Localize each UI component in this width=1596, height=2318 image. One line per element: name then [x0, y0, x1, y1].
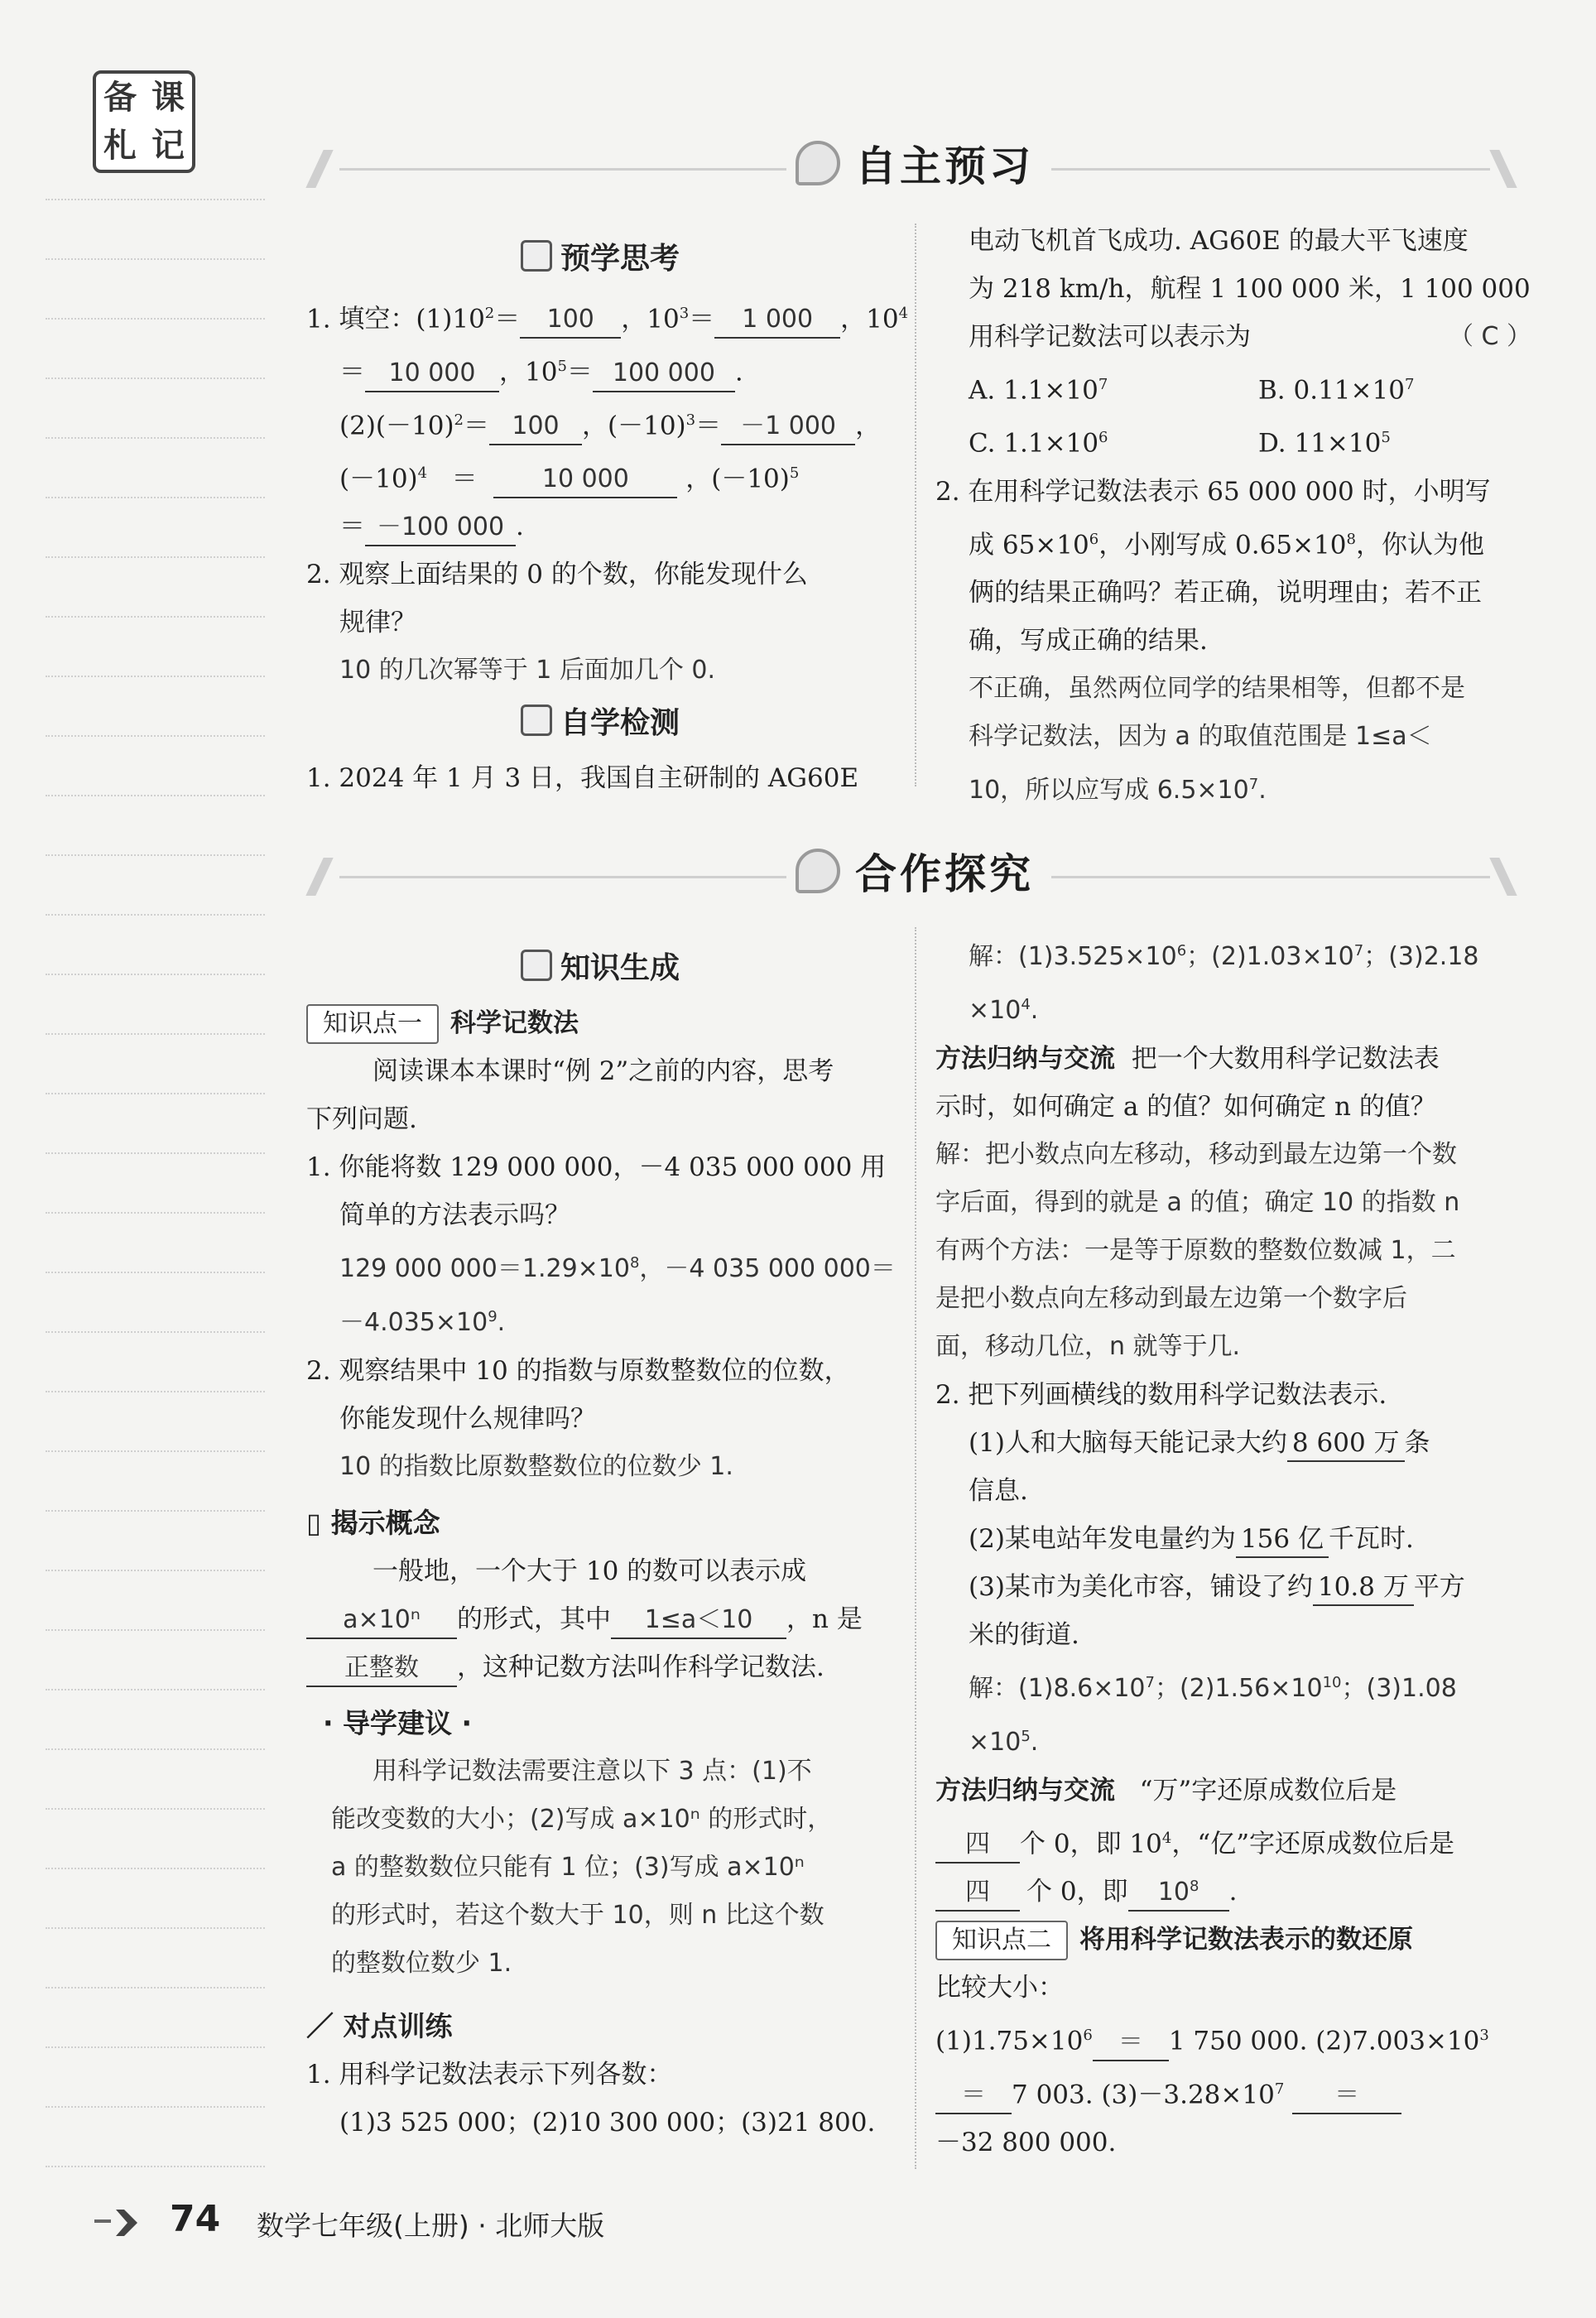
- arrow-decoration-icon: [91, 2205, 149, 2241]
- options-row-1: A. $1.1\times 10^7$ B. $0.11\times 10^7$: [969, 375, 1415, 406]
- underlined-number: 156 亿: [1236, 1522, 1329, 1558]
- training-q1-line-1: 1. 用科学记数法表示下列各数：: [306, 2060, 673, 2090]
- section-title: 自主预习: [306, 133, 1523, 193]
- note-line: [46, 1272, 265, 1273]
- answer-blank: 四: [935, 1875, 1020, 1912]
- note-line: [46, 2166, 265, 2167]
- check-2-line-4: 确，写成正确的结果.: [969, 625, 1208, 656]
- method-2-line-3b: 个 0，即 $10^8$ .: [935, 1868, 1531, 1916]
- knowledge-point-2: 知识点二 将用科学记数法表示的数还原: [935, 1916, 1531, 1964]
- underlined-number: 10.8 万: [1313, 1570, 1414, 1606]
- column-divider: [915, 927, 916, 2169]
- answer-blank: －100 000: [365, 510, 516, 546]
- answer-blank: 10 000: [493, 462, 677, 498]
- note-line: [46, 1152, 265, 1154]
- training-q2-item-1b: 信息.: [969, 1476, 1028, 1506]
- explore-q2-answer: 10 的指数比原数整数位的位数少 1.: [339, 1452, 733, 1481]
- guide-line: 的形式时，若这个数大于 10，则 n 比这个数: [331, 1901, 824, 1930]
- read-instruction-1: 阅读课本本课时“例 2”之前的内容，思考: [373, 1056, 834, 1086]
- note-line: [46, 2046, 265, 2048]
- note-line: [46, 1748, 265, 1750]
- compare-line-2: $(1)1.75\times 10^6 = 1$ 750 000. $(2)7.003\times 10^3$: [935, 2012, 1531, 2065]
- guide-line: 的整数位数少 1.: [331, 1949, 512, 1978]
- leaf-icon: [796, 141, 840, 185]
- underlined-number: 8 600 万: [1287, 1426, 1405, 1462]
- compare-line-3: ＝ 7 003. $(3)-3.28\times 10^7$ ＝: [935, 2066, 1531, 2118]
- sub-heading-preview-thinking: 预学思考: [306, 235, 894, 283]
- check-1-line-1: 1. 2024 年 1 月 3 日，我国自主研制的 AG60E: [306, 763, 859, 794]
- method-2-line-2: 四 个 0，即 $10^4$，“亿”字还原成数位后是: [935, 1815, 1531, 1868]
- badge-char: 课: [151, 79, 185, 117]
- guide-line: a 的整数数位只能有 1 位；(3)写成 a×10ⁿ: [331, 1853, 805, 1882]
- notes-column: [46, 75, 265, 2194]
- note-line: [46, 437, 265, 439]
- pencil-icon: ／: [306, 2010, 334, 2042]
- check-1-line-2: 电动飞机首飞成功. AG60E 的最大平飞速度: [969, 226, 1469, 256]
- concept-heading: ▯ 揭示概念: [306, 1507, 440, 1539]
- note-line: [46, 1391, 265, 1392]
- note-line: [46, 258, 265, 260]
- answer-blank: ＝: [1292, 2078, 1401, 2114]
- answer-blank: a×10ⁿ: [306, 1603, 457, 1639]
- note-line: [46, 914, 265, 916]
- answer-blank: $10^8$: [1128, 1869, 1229, 1912]
- method-1-line-2: 示时，如何确定 a 的值？如何确定 n 的值？: [935, 1092, 1436, 1122]
- answer-blank: 10 000: [365, 356, 499, 392]
- note-line: [46, 556, 265, 558]
- question-1-line-1: 1. 填空：$(1)10^2= 100$ ，$10^3= 1$ 000 ，$10^4$: [306, 290, 894, 343]
- training-q1-answer-1: 解：$(1)3.525\times 10^6$；$(2)1.03\times 10^7$；(3)2.18: [969, 942, 1479, 971]
- book-title: 数学七年级(上册) · 北师大版: [257, 2210, 605, 2242]
- guide-heading: · 导学建议 ·: [323, 1707, 473, 1739]
- knowledge-point-label: 知识点一: [306, 1004, 439, 1044]
- check-2-answer-1: 不正确，虽然两位同学的结果相等，但都不是: [969, 673, 1465, 703]
- check-2-line-2: 成 $65\times 10^6$，小刚写成 $0.65\times 10^8$，你认为他: [969, 529, 1484, 560]
- note-line: [46, 1927, 265, 1929]
- answer-blank: ＝: [1093, 2025, 1169, 2061]
- note-line: [46, 1093, 265, 1094]
- method-1-answer: 解：把小数点向左移动，移动到最左边第一个数: [935, 1140, 1457, 1169]
- check-1-line-3: 为 218 km/h，航程 1 100 000 米，1 100 000: [969, 274, 1531, 304]
- training-q1-answer-2: $\times 10^4$.: [969, 996, 1039, 1025]
- explore-q1-answer-1: 129 000 $000=1.29\times 10^8$，－4 035 000 000＝: [339, 1254, 896, 1283]
- note-line: [46, 1629, 265, 1631]
- training-q2-item-2: (2)某电站年发电量约为 156 亿 千瓦时.: [935, 1515, 1531, 1563]
- training-q2-answer-2: $\times 10^5$.: [969, 1728, 1039, 1757]
- explore-left-column: [306, 940, 894, 2147]
- explore-q1-line-1: 1. 你能将数 129 000 000，－4 035 000 000 用: [306, 1152, 887, 1182]
- check-1-line-4: 用科学记数法可以表示为 （ C ）: [935, 313, 1531, 361]
- answer-blank: 四: [935, 1827, 1020, 1864]
- options-row-2: C. $1.1\times 10^6$ D. $11\times 10^5$: [969, 428, 1391, 459]
- compare-line-1: 比较大小：: [935, 1973, 1064, 2003]
- leaf-icon: [796, 849, 840, 893]
- answer-blank: 1≤a＜10: [611, 1603, 786, 1639]
- explore-right-column: [935, 927, 1531, 2167]
- section-banner-preview: [306, 120, 1523, 211]
- book-icon: [521, 240, 552, 272]
- answer-blank: ＝: [935, 2078, 1012, 2114]
- note-line: [46, 1033, 265, 1035]
- compare-line-4: －32 800 000.: [935, 2127, 1117, 2157]
- book-icon: [521, 950, 552, 981]
- answer-blank: 100 000: [593, 356, 735, 392]
- question-1-line-3: $(2)(-10)^2= 100$ ，$(-10)^3= -1$ 000 ，: [306, 397, 894, 450]
- answer-blank: 1 000: [714, 302, 840, 339]
- question-2-line-1: 2. 观察上面结果的 0 的个数，你能发现什么: [306, 560, 808, 590]
- lesson-notes-badge: [93, 70, 195, 173]
- check-icon: [521, 705, 552, 736]
- note-line: [46, 616, 265, 618]
- badge-char: 备: [103, 79, 137, 117]
- answer-blank: 正整数: [306, 1651, 457, 1687]
- section-banner-explore: [306, 828, 1523, 919]
- question-2-answer: 10 的几次幂等于 1 后面加几个 0.: [339, 656, 716, 685]
- answer-blank: －1 000: [721, 409, 855, 445]
- method-1-answer: 字后面，得到的就是 a 的值；确定 10 的指数 n: [935, 1188, 1460, 1217]
- read-instruction-2: 下列问题.: [306, 1104, 417, 1134]
- note-line: [46, 1570, 265, 1571]
- training-q2-item-3: (3)某市为美化市容，铺设了约 10.8 万 平方: [935, 1563, 1531, 1611]
- bulb-icon: ▯: [306, 1507, 322, 1539]
- badge-char: 记: [151, 127, 185, 165]
- note-line: [46, 1868, 265, 1869]
- answer-blank: 100: [489, 409, 582, 445]
- question-1-line-4: $(-10)^4$ ＝ 10 000 ，$(-10)^5$: [306, 450, 894, 503]
- concept-line-3: 正整数 ，这种记数方法叫作科学记数法.: [306, 1643, 894, 1691]
- training-q2-item-1: (1)人和大脑每天能记录大约 8 600 万 条: [935, 1419, 1531, 1467]
- explore-q2-line-2: 你能发现什么规律吗？: [339, 1404, 596, 1434]
- explore-q2-line-1: 2. 观察结果中 10 的指数与原数整数位的位数，: [306, 1356, 850, 1386]
- guide-line: 能改变数的大小；(2)写成 a×10ⁿ 的形式时，: [331, 1805, 833, 1834]
- section-title: 合作探究: [306, 841, 1523, 901]
- note-line: [46, 199, 265, 200]
- note-line: [46, 1212, 265, 1214]
- page-footer: [91, 2198, 836, 2248]
- page-number: 74: [170, 2198, 221, 2240]
- choice-answer: （ C ）: [1448, 322, 1531, 351]
- sub-heading-self-check: 自学检测: [306, 700, 894, 748]
- note-line: [46, 2106, 265, 2108]
- method-1-answer: 是把小数点向左移动到最左边第一个数字后: [935, 1284, 1407, 1313]
- method-1-line-1: 方法归纳与交流 把一个大数用科学记数法表: [935, 1044, 1440, 1074]
- training-q2-line-1: 2. 把下列画横线的数用科学记数法表示.: [935, 1380, 1387, 1410]
- note-line: [46, 676, 265, 677]
- knowledge-point-label: 知识点二: [935, 1921, 1068, 1960]
- note-line: [46, 1450, 265, 1452]
- knowledge-point-1: 知识点一 科学记数法: [306, 999, 894, 1047]
- question-1-line-5: ＝ －100 000 .: [306, 503, 894, 551]
- note-line: [46, 795, 265, 796]
- preview-left-column: [306, 230, 909, 802]
- note-line: [46, 854, 265, 856]
- guide-line: 用科学记数法需要注意以下 3 点：(1)不: [373, 1757, 812, 1786]
- column-divider: [915, 224, 916, 786]
- note-line: [46, 318, 265, 320]
- method-2-line-1: 方法归纳与交流 “万”字还原成数位后是: [935, 1776, 1397, 1806]
- note-line: [46, 974, 265, 975]
- answer-blank: 100: [520, 302, 621, 339]
- check-2-answer-3: 10，所以应写成 $6.5\times 10^7$.: [969, 775, 1267, 805]
- training-q2-answer-1: 解：$(1)8.6\times 10^7$；$(2)1.56\times 10^{10}$；(3)1.08: [969, 1674, 1457, 1703]
- question-1-line-2: ＝ 10 000 ，$10^5= 100$ 000 .: [306, 343, 894, 396]
- method-1-answer: 面，移动几位，n 就等于几.: [935, 1332, 1241, 1361]
- note-line: [46, 497, 265, 498]
- note-line: [46, 735, 265, 737]
- sub-heading-knowledge: 知识生成: [306, 945, 894, 993]
- note-line: [46, 1510, 265, 1512]
- check-2-line-3: 俩的结果正确吗？若正确，说明理由；若不正: [969, 577, 1482, 608]
- note-line: [46, 378, 265, 379]
- preview-right-column: [935, 217, 1531, 815]
- question-2-line-2: 规律？: [339, 608, 416, 638]
- note-line: [46, 1987, 265, 1989]
- method-1-answer: 有两个方法：一是等于原数的整数位数减 1，二: [935, 1236, 1456, 1265]
- note-line: [46, 1331, 265, 1333]
- concept-line-2: a×10ⁿ 的形式，其中 1≤a＜10 ，n 是: [306, 1595, 894, 1643]
- note-line: [46, 1689, 265, 1690]
- check-2-line-1: 2. 在用科学记数法表示 65 000 000 时，小明写: [935, 476, 1491, 507]
- note-line: [46, 1808, 265, 1810]
- training-heading: ／ 对点训练: [306, 2010, 453, 2042]
- badge-char: 札: [103, 127, 137, 165]
- concept-line-1: 一般地，一个大于 10 的数可以表示成: [373, 1556, 807, 1586]
- explore-q1-line-2: 简单的方法表示吗？: [339, 1200, 570, 1230]
- training-q1-line-2: (1)3 525 000；(2)10 300 000；(3)21 800.: [339, 2108, 876, 2138]
- training-q2-item-3b: 米的街道.: [969, 1620, 1079, 1650]
- explore-q1-answer-2: $-4.035\times 10^9$.: [339, 1308, 506, 1337]
- check-2-answer-2: 科学记数法，因为 a 的取值范围是 1≤a＜: [969, 721, 1432, 751]
